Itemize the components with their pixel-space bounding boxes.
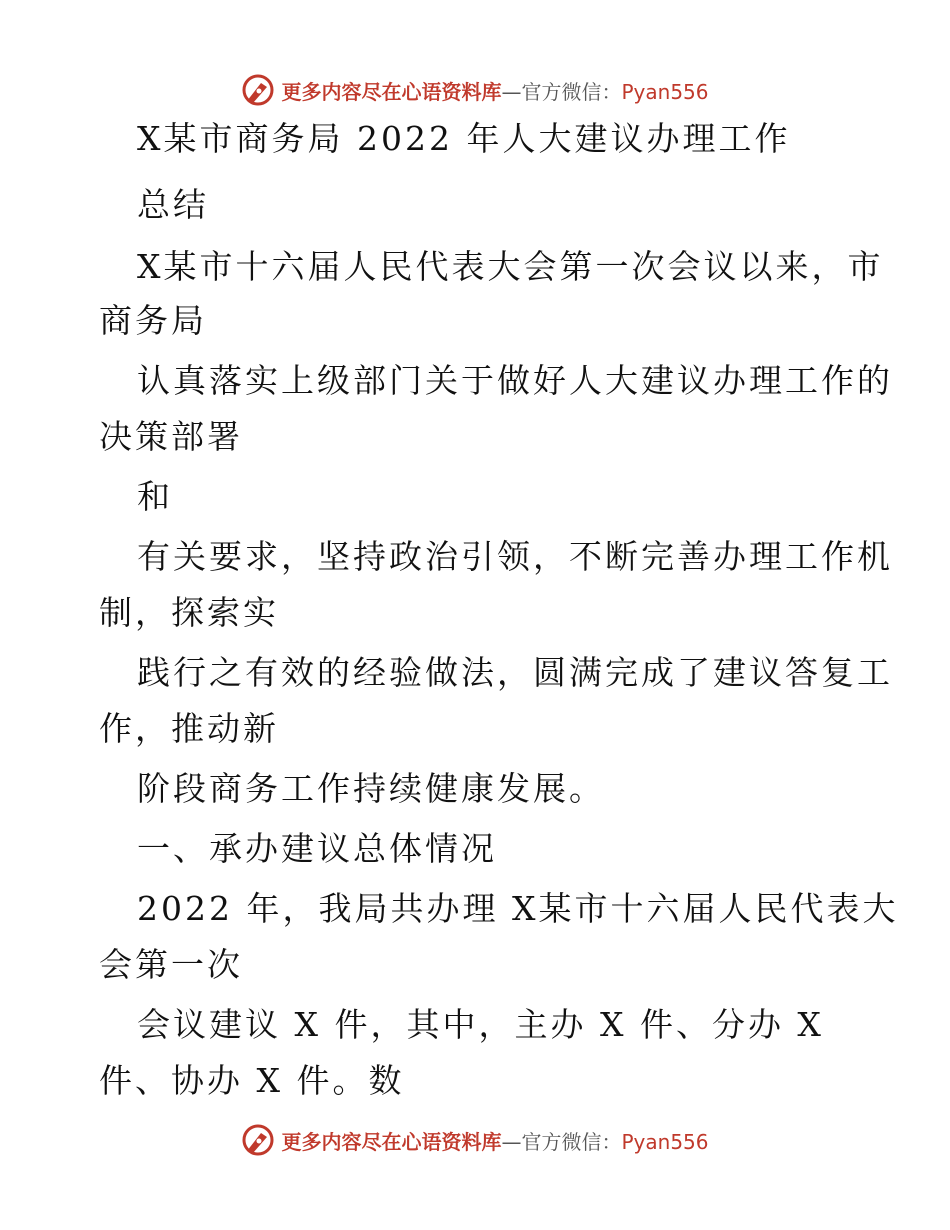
title-line-1: X某市商务局 2022 年人大建议办理工作 [137,119,791,158]
paragraph-line: 件、协办 X 件。数 [99,1061,405,1100]
section-heading: 一、承办建议总体情况 [137,829,497,868]
pen-nib-logo-icon [241,73,275,107]
banner-dash: — [501,79,522,104]
banner-wechat-id: Pyan556 [621,79,709,104]
banner-main-text: 更多内容尽在心语资料库 [281,79,502,104]
paragraph-line: 会议建议 X 件，其中，主办 X 件、分办 X [137,1005,824,1044]
header-banner-text [281,76,708,105]
paragraph-line: 和 [137,477,173,516]
paragraph-line: 商务局 [99,301,207,340]
footer-banner-text [281,1126,708,1155]
footer-banner [0,1120,950,1160]
pen-nib-logo-icon [241,1123,275,1157]
banner-wechat-id: Pyan556 [621,1129,709,1154]
paragraph-line: 阶段商务工作持续健康发展。 [137,769,605,808]
paragraph-line: 决策部署 [99,417,243,456]
banner-official-label: 官方微信： [521,79,622,104]
paragraph-line: 认真落实上级部门关于做好人大建议办理工作的 [137,361,893,400]
paragraph-line: 践行之有效的经验做法，圆满完成了建议答复工 [137,653,893,692]
banner-main-text: 更多内容尽在心语资料库 [281,1129,502,1154]
paragraph-line: 制，探索实 [99,593,279,632]
paragraph-line: 会第一次 [99,945,243,984]
paragraph-line: 作，推动新 [99,709,279,748]
header-banner-inner [241,73,708,107]
footer-banner-inner [241,1123,708,1157]
paragraph-line: 2022 年，我局共办理 X某市十六届人民代表大 [137,889,899,928]
title-line-2: 总结 [137,185,209,224]
banner-official-label: 官方微信： [521,1129,622,1154]
paragraph-line: 有关要求，坚持政治引领，不断完善办理工作机 [137,537,893,576]
paragraph-line: X某市十六届人民代表大会第一次会议以来，市 [137,247,884,286]
header-banner [0,70,950,110]
banner-dash: — [501,1129,522,1154]
